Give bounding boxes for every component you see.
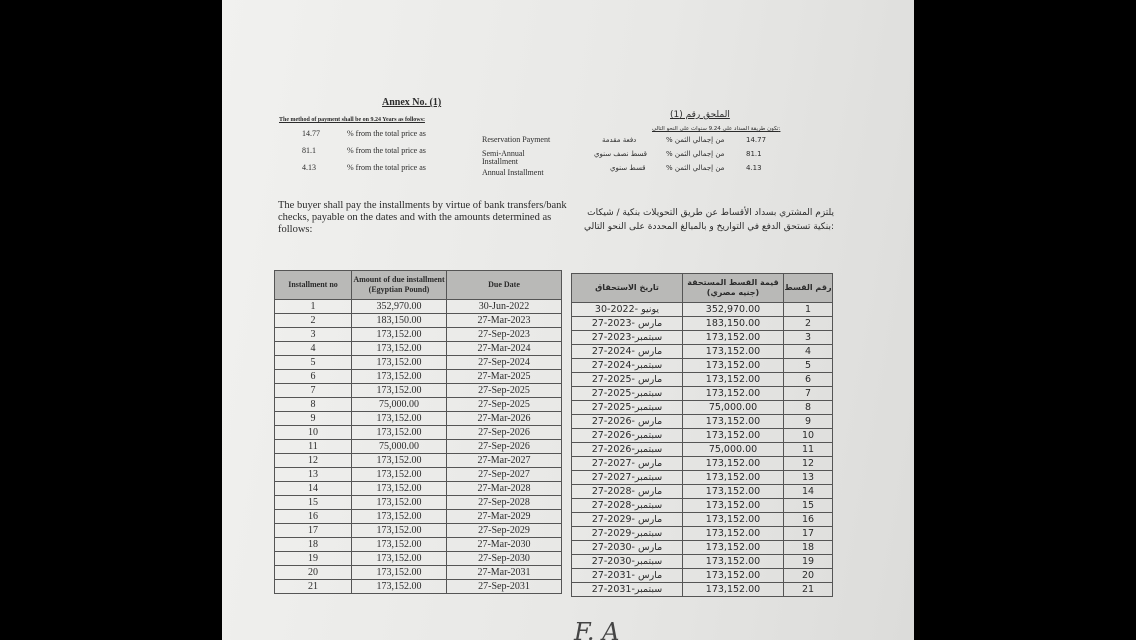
table-row <box>572 331 833 345</box>
table-cell: 173,152.00 <box>352 538 447 552</box>
table-row <box>572 499 833 513</box>
table-cell: 27-مارس -2023 <box>572 317 683 331</box>
table-cell: 27-سبتمبر-2028 <box>572 499 683 513</box>
table-cell: 173,152.00 <box>683 555 784 569</box>
payment-method-heading-en: The method of payment shall be on 9.24 Years as follows: <box>279 117 425 123</box>
table-cell: 27-مارس -2024 <box>572 345 683 359</box>
table-row <box>275 580 562 594</box>
table-cell: 18 <box>784 541 833 555</box>
table-cell: 27-Sep-2031 <box>447 580 562 594</box>
table-row <box>275 538 562 552</box>
column-header: تاريخ الاستحقاق <box>572 274 683 303</box>
table-cell: 27-سبتمبر-2029 <box>572 527 683 541</box>
table-cell: 183,150.00 <box>683 317 784 331</box>
table-cell: 173,152.00 <box>683 331 784 345</box>
table-cell: 27-مارس -2029 <box>572 513 683 527</box>
table-cell: 27-سبتمبر-2026 <box>572 429 683 443</box>
table-cell: 27-مارس -2030 <box>572 541 683 555</box>
table-cell: 173,152.00 <box>683 499 784 513</box>
table-cell: 2 <box>275 314 352 328</box>
table-row <box>572 443 833 457</box>
table-cell: 352,970.00 <box>352 300 447 314</box>
table-cell: 27-Sep-2023 <box>447 328 562 342</box>
table-cell: 27-Sep-2029 <box>447 524 562 538</box>
table-cell: 19 <box>275 552 352 566</box>
table-cell: 19 <box>784 555 833 569</box>
table-cell: 27-مارس -2025 <box>572 373 683 387</box>
column-header: Installment no <box>275 271 352 300</box>
table-cell: 27-Mar-2024 <box>447 342 562 356</box>
table-row <box>275 524 562 538</box>
table-row <box>572 583 833 597</box>
table-row <box>572 387 833 401</box>
table-cell: 27-Mar-2023 <box>447 314 562 328</box>
table-row <box>572 541 833 555</box>
table-row <box>572 485 833 499</box>
table-cell: 11 <box>275 440 352 454</box>
table-cell: 27-Sep-2030 <box>447 552 562 566</box>
table-cell: 75,000.00 <box>352 440 447 454</box>
table-cell: 27-Mar-2029 <box>447 510 562 524</box>
table-cell: 10 <box>784 429 833 443</box>
table-cell: 27-Sep-2024 <box>447 356 562 370</box>
table-row <box>275 300 562 314</box>
table-cell: 21 <box>784 583 833 597</box>
table-cell: 1 <box>275 300 352 314</box>
table-cell: 7 <box>784 387 833 401</box>
table-cell: 27-سبتمبر-2025 <box>572 401 683 415</box>
table-cell: 17 <box>784 527 833 541</box>
table-cell: 173,152.00 <box>352 524 447 538</box>
table-cell: 173,152.00 <box>352 482 447 496</box>
table-row <box>275 342 562 356</box>
table-cell: 27-Sep-2026 <box>447 440 562 454</box>
table-row <box>572 569 833 583</box>
table-cell: 173,152.00 <box>352 552 447 566</box>
table-cell: 183,150.00 <box>352 314 447 328</box>
table-cell: 9 <box>275 412 352 426</box>
table-cell: 15 <box>275 496 352 510</box>
table-row <box>275 496 562 510</box>
table-cell: 173,152.00 <box>352 356 447 370</box>
table-cell: 1 <box>784 303 833 317</box>
table-row <box>275 384 562 398</box>
table-row <box>572 415 833 429</box>
table-row <box>275 510 562 524</box>
table-row <box>572 457 833 471</box>
column-header: Due Date <box>447 271 562 300</box>
table-cell: 173,152.00 <box>352 384 447 398</box>
table-row <box>275 468 562 482</box>
signature: F. A <box>574 618 620 640</box>
table-row <box>275 552 562 566</box>
payment-method-heading-ar: تكون طريقة السداد على 9.24 سنوات على النحو التالي: <box>652 126 781 132</box>
table-cell: 173,152.00 <box>683 527 784 541</box>
payment-terms-paragraph-ar: يلتزم المشتري بسداد الأقساط عن طريق التحويلات بنكية / شيكات بنكية تستحق الدفع في التواريخ و بالمبالغ المحددة على النحو التالي: <box>583 208 834 232</box>
table-row <box>275 314 562 328</box>
column-header: Amount of due installment (Egyptian Pound) <box>352 271 447 300</box>
table-cell: 27-سبتمبر-2031 <box>572 583 683 597</box>
table-cell: 75,000.00 <box>683 443 784 457</box>
table-cell: 27-سبتمبر-2025 <box>572 387 683 401</box>
table-cell: 4 <box>784 345 833 359</box>
table-cell: 8 <box>275 398 352 412</box>
table-cell: 173,152.00 <box>352 426 447 440</box>
table-cell: 173,152.00 <box>352 454 447 468</box>
installments-table-en <box>274 270 562 594</box>
table-cell: 173,152.00 <box>683 513 784 527</box>
table-cell: 173,152.00 <box>683 457 784 471</box>
table-cell: 352,970.00 <box>683 303 784 317</box>
table-cell: 27-Sep-2027 <box>447 468 562 482</box>
table-cell: 3 <box>784 331 833 345</box>
table-row <box>275 566 562 580</box>
table-cell: 173,152.00 <box>683 359 784 373</box>
table-cell: 15 <box>784 499 833 513</box>
table-cell: 12 <box>784 457 833 471</box>
table-row <box>275 356 562 370</box>
table-cell: 27-Mar-2025 <box>447 370 562 384</box>
table-cell: 20 <box>275 566 352 580</box>
table-cell: 9 <box>784 415 833 429</box>
table-row <box>572 513 833 527</box>
table-cell: 27-مارس -2027 <box>572 457 683 471</box>
table-cell: 173,152.00 <box>352 342 447 356</box>
table-cell: 2 <box>784 317 833 331</box>
table-row <box>572 401 833 415</box>
table-cell: 173,152.00 <box>683 471 784 485</box>
table-row <box>275 370 562 384</box>
table-row <box>275 440 562 454</box>
table-cell: 173,152.00 <box>352 580 447 594</box>
table-cell: 6 <box>275 370 352 384</box>
installments-table-ar <box>571 273 833 597</box>
table-row <box>275 328 562 342</box>
table-cell: 27-سبتمبر-2023 <box>572 331 683 345</box>
table-cell: 14 <box>275 482 352 496</box>
table-cell: 173,152.00 <box>683 569 784 583</box>
table-cell: 5 <box>275 356 352 370</box>
table-cell: 14 <box>784 485 833 499</box>
table-cell: 27-Sep-2028 <box>447 496 562 510</box>
table-cell: 27-Mar-2027 <box>447 454 562 468</box>
table-row <box>572 303 833 317</box>
table-cell: 5 <box>784 359 833 373</box>
table-cell: 10 <box>275 426 352 440</box>
table-cell: 16 <box>275 510 352 524</box>
table-cell: 173,152.00 <box>352 370 447 384</box>
table-cell: 173,152.00 <box>352 566 447 580</box>
table-cell: 173,152.00 <box>683 345 784 359</box>
document-page: Annex No. (1) الملحق رقم (1) The method of payment shall be on 9.24 Years as follows: تكون طريقة السداد على 9.24 سنوات على النحو التالي: 14.77 % from the total price as Reservation Payment 81.1 % from the total price as Semi-Annual Installment 4.13 % from the total price as Annual Installment دفعة مقدمة % من إجمالي الثمن 14.77 قسط نصف سنوي % من إجمالي الثمن 81.1 قسط سنوي % من إجمالي الثمن 4.13 The buyer shall pay the installments by virtue of bank transfers/bank checks, payable on the dates and with the amounts determined as follows: يلتزم المشتري بسداد الأقساط عن طريق التحويلات بنكية / شيكات بنكية تستحق الدفع في التواريخ و بالمبالغ المحددة على النحو التالي: Installment no Amount of due installment (Egyptian Pound) Due Date 1 352,970.00 30-Jun-2022 2 183,150.00 27-Mar-2023 3 173,152.00 27-Sep-2023 4 173,152.00 27-Mar-2024 5 173,152.00 27-Sep-2024 6 173,152.00 27-Mar-2025 7 173,152.00 27-Sep-2025 8 75,000.00 27-Sep-2025 9 173,152.00 27-Mar-2026 10 173,152.00 27-Sep-2026 11 75,000.00 27-Sep-2026 12 173,152.00 27-Mar-2027 13 173,152.00 27-Sep-2027 14 173,152.00 27-Mar-2028 15 173,152.00 27-Sep-2028 16 173,152.00 27-Mar-2029 17 173,152.00 27-Sep-2029 18 173,152.00 27-Mar-2030 19 173,152.00 27-Sep-2030 20 173,152.00 27-Mar-2031 21 173,152.00 27-Sep-2031 تاريخ الاستحقاق قيمة القسط المستحقة (جنيه مصري) رقم القسط 30-يونيو -2022 352,970.00 1 27-مارس -2023 183,150.00 2 27-سبتمبر-2023 173,152.00 3 27-مارس -2024 173,152.00 4 27-سبتمبر-2024 173,152.00 5 27-مارس -2025 173,152.00 6 27-سبتمبر-2025 173,152.00 7 27-سبتمبر-2025 75,000.00 8 27-مارس -2026 173,152.00 9 27-سبتمبر-2026 173,152.00 10 27-سبتمبر-2026 75,000.00 11 27-مارس -2027 173,152.00 12 27-سبتمبر-2027 173,152.00 13 27-مارس -2028 173,152.00 14 27-سبتمبر-2028 173,152.00 15 27-مارس -2029 173,152.00 16 27-سبتمبر-2029 173,152.00 17 27-مارس -2030 173,152.00 18 27-سبتمبر-2030 173,152.00 19 27-مارس -2031 173,152.00 20 27-سبتمبر-2031 173,152.00 21 F. A <box>222 0 914 640</box>
table-row <box>572 345 833 359</box>
table-cell: 27-سبتمبر-2024 <box>572 359 683 373</box>
table-row <box>275 454 562 468</box>
column-header: رقم القسط <box>784 274 833 303</box>
table-cell: 173,152.00 <box>352 510 447 524</box>
table-cell: 3 <box>275 328 352 342</box>
table-cell: 173,152.00 <box>352 412 447 426</box>
table-cell: 27-مارس -2028 <box>572 485 683 499</box>
table-cell: 11 <box>784 443 833 457</box>
annex-title-en: Annex No. (1) <box>382 97 442 108</box>
table-cell: 27-مارس -2031 <box>572 569 683 583</box>
table-cell: 21 <box>275 580 352 594</box>
table-row <box>275 398 562 412</box>
table-row <box>275 482 562 496</box>
table-cell: 8 <box>784 401 833 415</box>
table-cell: 173,152.00 <box>683 583 784 597</box>
table-cell: 27-Sep-2026 <box>447 426 562 440</box>
table-cell: 4 <box>275 342 352 356</box>
table-cell: 30-يونيو -2022 <box>572 303 683 317</box>
table-row <box>572 317 833 331</box>
table-row <box>572 555 833 569</box>
table-cell: 18 <box>275 538 352 552</box>
table-row <box>572 471 833 485</box>
table-cell: 173,152.00 <box>683 485 784 499</box>
table-cell: 13 <box>275 468 352 482</box>
table-cell: 27-سبتمبر-2030 <box>572 555 683 569</box>
table-cell: 173,152.00 <box>683 387 784 401</box>
table-cell: 30-Jun-2022 <box>447 300 562 314</box>
table-cell: 20 <box>784 569 833 583</box>
table-row <box>572 359 833 373</box>
table-cell: 27-Sep-2025 <box>447 384 562 398</box>
table-cell: 27-Sep-2025 <box>447 398 562 412</box>
table-cell: 75,000.00 <box>683 401 784 415</box>
column-header: قيمة القسط المستحقة (جنيه مصري) <box>683 274 784 303</box>
table-cell: 173,152.00 <box>352 468 447 482</box>
table-row <box>275 412 562 426</box>
table-cell: 173,152.00 <box>683 541 784 555</box>
table-row <box>275 426 562 440</box>
table-cell: 173,152.00 <box>683 373 784 387</box>
table-cell: 27-Mar-2028 <box>447 482 562 496</box>
table-cell: 27-Mar-2031 <box>447 566 562 580</box>
table-row <box>572 527 833 541</box>
payment-terms-paragraph-en: The buyer shall pay the installments by virtue of bank transfers/bank checks, payable on the dates and with the amounts determined as follows: <box>278 200 567 235</box>
table-cell: 7 <box>275 384 352 398</box>
table-cell: 27-Mar-2026 <box>447 412 562 426</box>
table-cell: 173,152.00 <box>683 429 784 443</box>
table-cell: 27-Mar-2030 <box>447 538 562 552</box>
table-cell: 75,000.00 <box>352 398 447 412</box>
table-cell: 12 <box>275 454 352 468</box>
table-cell: 173,152.00 <box>352 328 447 342</box>
table-cell: 16 <box>784 513 833 527</box>
annex-title-ar: الملحق رقم (1) <box>670 110 730 120</box>
table-cell: 17 <box>275 524 352 538</box>
table-cell: 27-مارس -2026 <box>572 415 683 429</box>
table-cell: 173,152.00 <box>683 415 784 429</box>
table-row <box>572 429 833 443</box>
table-cell: 27-سبتمبر-2026 <box>572 443 683 457</box>
table-cell: 173,152.00 <box>352 496 447 510</box>
table-row <box>572 373 833 387</box>
table-cell: 13 <box>784 471 833 485</box>
table-cell: 6 <box>784 373 833 387</box>
table-cell: 27-سبتمبر-2027 <box>572 471 683 485</box>
